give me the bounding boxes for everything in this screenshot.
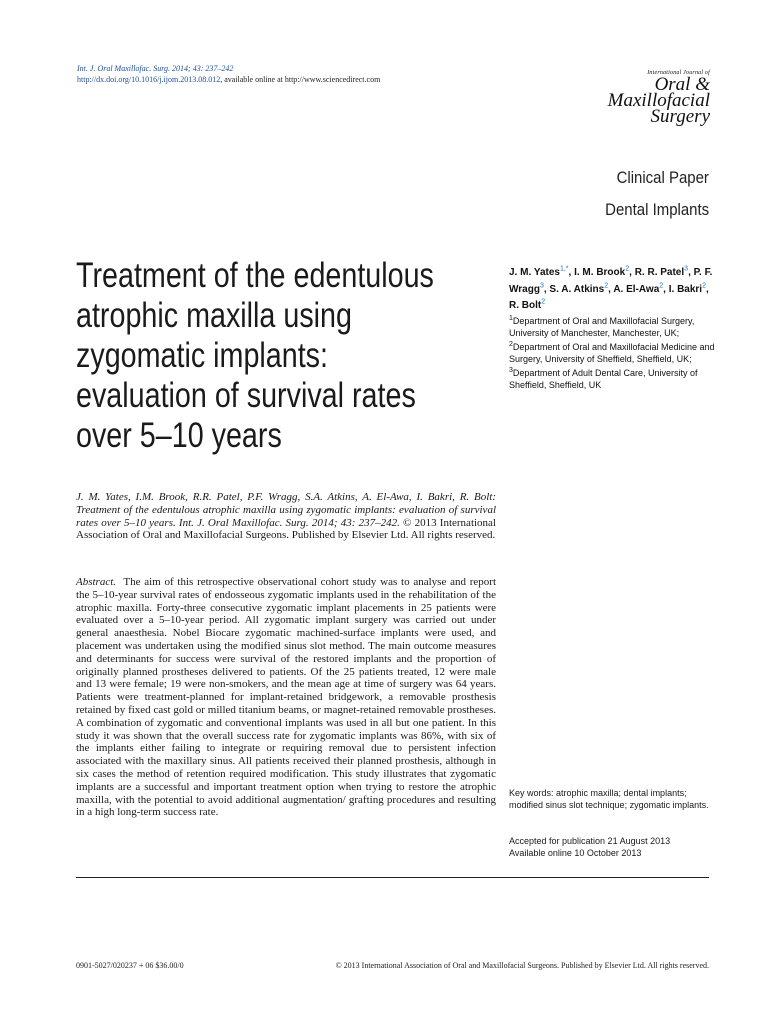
journal-citation: Int. J. Oral Maxillofac. Surg. 2014; 43: 237–242 xyxy=(77,64,234,73)
author-sup[interactable]: 2 xyxy=(625,266,630,273)
abstract-label: Abstract. xyxy=(76,576,117,588)
author-name: R. R. Patel xyxy=(634,267,685,279)
keywords: Key words: atrophic maxilla; dental implants; modified sinus slot technique; zygomatic implants. xyxy=(509,788,709,810)
publication-dates xyxy=(509,836,714,859)
author-sup[interactable]: 3 xyxy=(684,266,689,273)
aff-sup: 1 xyxy=(509,314,513,322)
author-name: I. M. Brook xyxy=(574,267,626,279)
logo-line-1: International Journal of xyxy=(647,70,710,76)
doi-suffix: , available online at http://www.sciencedirect.com xyxy=(220,75,381,84)
affiliations xyxy=(509,313,719,391)
author-sup[interactable]: 2 xyxy=(604,282,609,290)
section-type: Clinical Paper xyxy=(616,168,709,187)
author-name: R. Bolt xyxy=(509,299,542,311)
online-date: Available online 10 October 2013 xyxy=(509,847,642,858)
aff-sup: 2 xyxy=(509,340,513,348)
author-name: A. El-Awa xyxy=(613,283,660,295)
author-name: J. M. Yates xyxy=(509,267,560,279)
logo-line-3: Maxillofacial xyxy=(607,90,710,111)
author-sup[interactable]: 2 xyxy=(659,282,664,290)
citation-block xyxy=(76,491,496,542)
author-list: J. M. Yates$^{1,*}$, I. M. Brook$^2$, R. R. Patel$^3$, P. F. Wragg$^3$, S. A. Atkins$^2$, A. El-Awa$^2$, I. Bakri$^2$, R. Bolt$^2$ $^1$Department of Oral and Maxillofacial Surgery, University of Manchester, Manchester, UK; $^2$Department of Oral and Maxillofacial Medicine and Surgery, University of Sheffield, Sheffield, UK; $^3$Department of Adult Dental Care, University of Sheffield, Sheffield, UK xyxy=(509,263,719,391)
divider xyxy=(76,877,709,878)
article-title: Treatment of the edentulous atrophic maxilla using zygomatic implants: evaluation of survival rates over 5–10 years xyxy=(76,256,434,455)
author-sup[interactable]: 2 xyxy=(702,282,706,290)
affiliation: Department of Oral and Maxillofacial Medicine and Surgery, University of Sheffield, Sheffield, UK; xyxy=(509,341,715,364)
affiliation: Department of Adult Dental Care, University of Sheffield, Sheffield, UK xyxy=(509,367,698,390)
author-sup[interactable]: 3 xyxy=(539,282,544,290)
abstract-text: The aim of this retrospective observational cohort study was to analyse and report the 5–10-year survival rates of endosseous zygomatic implants used in the rehabilitation of the atrophic maxilla. Forty-three consecutive zygomatic implant placements in 25 patients were evaluated over a 5–10-year period. All zygomatic implant surgery was carried out under general anaesthesia. Nobel Biocare zygomatic machined-surface implants were used, and placement was undertaken using the modified sinus slot method. The main outcome measures and determinants for success were survival of the restored implants and the proportion of originally planned prostheses delivered to patients. Of the 25 patients treated, 12 were male and 13 were female; 19 were non-smokers, and the mean age at time of surgery was 64 years. Patients were treatment-planned for implant-retained bridgework, a removable prosthesis retained by fixed cast gold or milled titanium beams, or magnet-retained removable prostheses. A combination of zygomatic and conventional implants was used in all but one patient. In this study it was shown that the overall success rate for zygomatic implants was 86%, with six of the implants either failing to integrate or requiring removal due to persistent infection associated with the maxillary sinus. All patients received their planned prosthesis, although in six cases the method of retention required modification. This study illustrates that zygomatic implants are a successful and important treatment option when trying to restore the atrophic maxilla, with the potential to avoid additional augmentation/ grafting procedures and resulting in a high long-term success rate. xyxy=(76,576,496,819)
journal-logo xyxy=(600,69,710,125)
footer-code: 0901-5027/020237 + 06 $36.00/0 xyxy=(76,961,184,970)
accepted-date: Accepted for publication 21 August 2013 xyxy=(509,836,671,846)
journal-citation-header xyxy=(77,63,380,85)
section-subject: Dental Implants xyxy=(605,200,709,219)
author-name: I. Bakri xyxy=(668,283,703,295)
author-name: S. A. Atkins xyxy=(549,283,605,295)
author-sup[interactable]: 1,* xyxy=(559,266,569,273)
affiliation: Department of Oral and Maxillofacial Surgery, University of Manchester, Manchester, UK; xyxy=(509,315,695,338)
author-sup[interactable]: 2 xyxy=(541,298,546,306)
doi-link[interactable]: http://dx.doi.org/10.1016/j.ijom.2013.08.012 xyxy=(77,75,221,84)
footer-copyright: © 2013 International Association of Oral and Maxillofacial Surgeons. Published by Elsevier Ltd. All rights reserved. xyxy=(335,961,709,970)
author-name: P. F. Wragg xyxy=(509,267,713,295)
abstract xyxy=(76,576,496,819)
aff-sup: 3 xyxy=(509,366,513,374)
citation-authors: J. M. Yates, I.M. Brook, R.R. Patel, P.F. Wragg, S.A. Atkins, A. El-Awa, I. Bakri, R. Bolt: xyxy=(76,491,496,503)
citation-title: Treatment of the edentulous atrophic maxilla using zygomatic implants: evaluation of survival rates over 5–10 years. Int. J. Oral Maxillofac. Surg. 2014; 43: 237–242. xyxy=(76,503,496,529)
logo-line-4: Surgery xyxy=(650,106,710,127)
citation-copyright: © 2013 International Association of Oral and Maxillofacial Surgeons. Published by Elsevier Ltd. All rights reserved. xyxy=(76,516,496,542)
logo-line-2: Oral & xyxy=(654,74,710,95)
